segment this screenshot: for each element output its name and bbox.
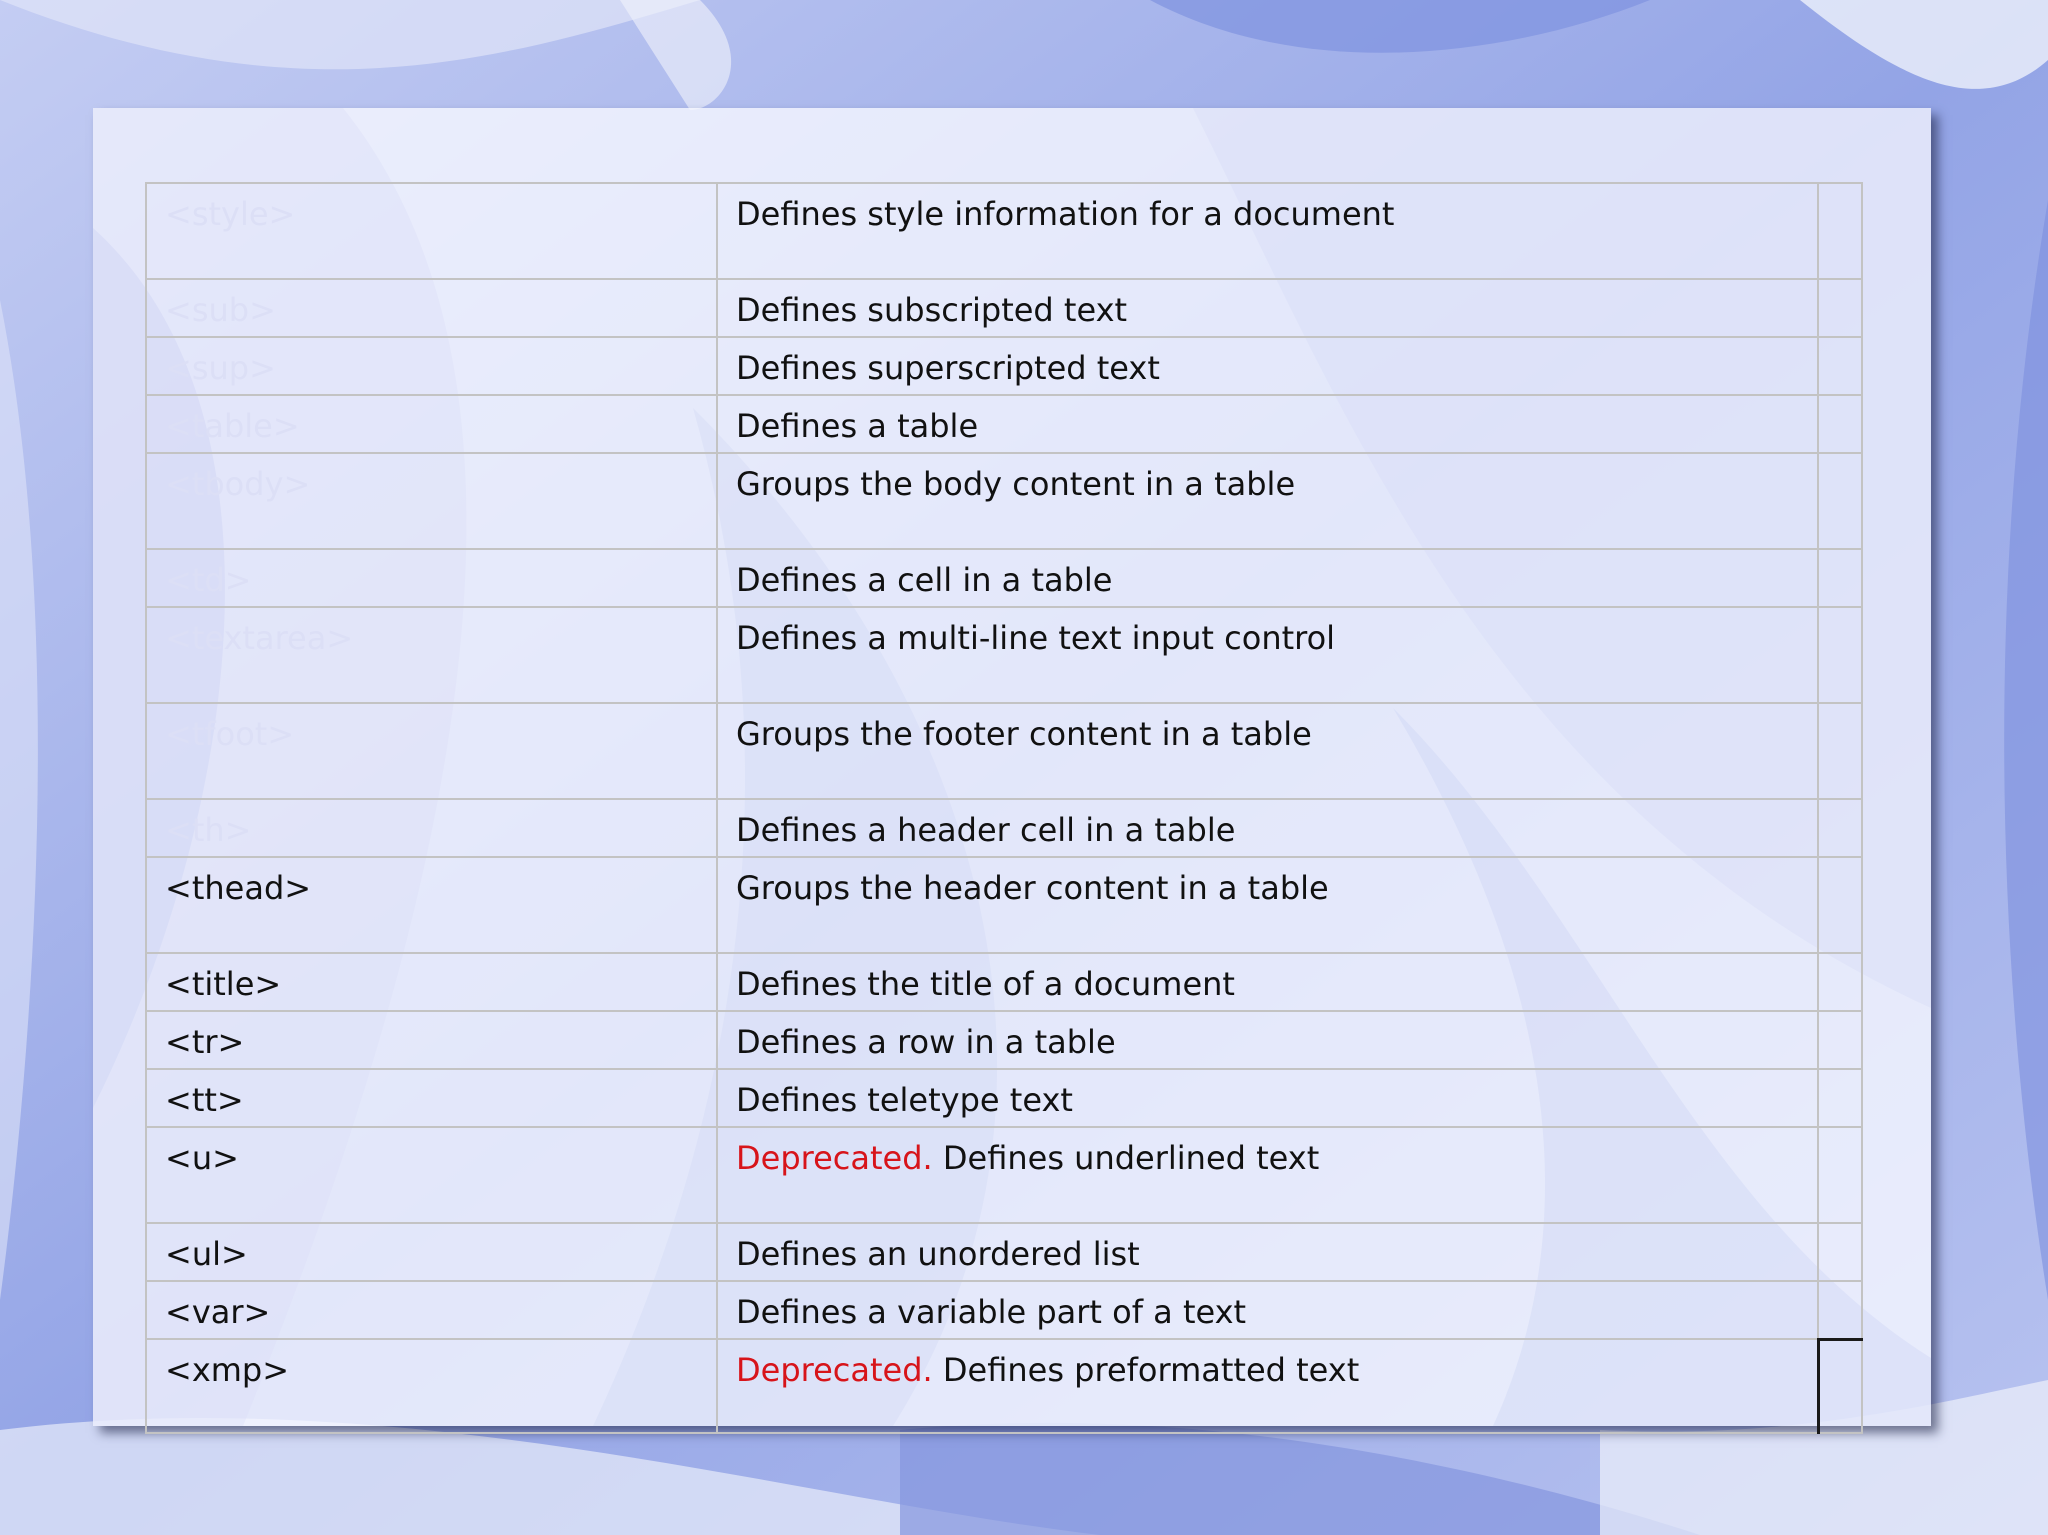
tags-table-body [146,183,1862,1433]
empty-cell [1818,1011,1862,1069]
tag-name-cell: <textarea> [146,607,717,703]
tag-name-cell: <sub> [146,279,717,337]
description-text: Defines a multi-line text input control [736,619,1336,657]
table-row [146,607,1862,703]
empty-cell [1818,1069,1862,1127]
tag-description-cell [717,1281,1818,1339]
empty-cell [1818,453,1862,549]
description-text: Defines underlined text [942,1139,1320,1177]
html-tags-table [145,182,1863,1434]
description-text: Defines a table [736,407,979,445]
tag-name-cell: <ul> [146,1223,717,1281]
description-text: Defines a header cell in a table [736,811,1236,849]
empty-cell [1818,857,1862,953]
description-text: Defines style information for a document [736,195,1395,233]
table-row [146,1281,1862,1339]
description-text: Defines teletype text [736,1081,1073,1119]
tag-description-cell [717,1011,1818,1069]
empty-cell [1818,953,1862,1011]
tag-description-cell [717,607,1818,703]
deprecated-label: Deprecated. [736,1351,933,1389]
empty-cell [1818,395,1862,453]
empty-cell [1818,799,1862,857]
table-row [146,337,1862,395]
tag-description-cell [717,1127,1818,1223]
tag-name-cell: <th> [146,799,717,857]
tag-name-cell: <u> [146,1127,717,1223]
table-row [146,183,1862,279]
selected-cell[interactable] [1818,1339,1862,1433]
description-text: Groups the header content in a table [736,869,1329,907]
tag-description-cell [717,337,1818,395]
description-text: Defines preformatted text [942,1351,1360,1389]
tag-description-cell [717,799,1818,857]
table-row [146,1069,1862,1127]
tag-name-cell: <title> [146,953,717,1011]
table-row [146,1011,1862,1069]
empty-cell [1818,703,1862,799]
empty-cell [1818,1127,1862,1223]
table-row [146,1339,1862,1433]
tag-description-cell [717,279,1818,337]
empty-cell [1818,607,1862,703]
description-text: Defines subscripted text [736,291,1128,329]
tag-name-cell: <style> [146,183,717,279]
table-row [146,1223,1862,1281]
tag-description-cell [717,703,1818,799]
description-text: Defines a cell in a table [736,561,1113,599]
tag-name-cell: <tr> [146,1011,717,1069]
tag-description-cell [717,1069,1818,1127]
tag-name-cell: <tbody> [146,453,717,549]
tag-description-cell [717,953,1818,1011]
empty-cell [1818,183,1862,279]
slide-panel [93,108,1931,1426]
tag-name-cell: <td> [146,549,717,607]
tag-description-cell [717,549,1818,607]
tag-name-cell: <sup> [146,337,717,395]
table-row [146,395,1862,453]
deprecated-label: Deprecated. [736,1139,933,1177]
description-text: Defines the title of a document [736,965,1235,1003]
table-row [146,279,1862,337]
empty-cell [1818,337,1862,395]
empty-cell [1818,1223,1862,1281]
tag-name-cell: <table> [146,395,717,453]
description-text: Defines a variable part of a text [736,1293,1247,1331]
tag-name-cell: <var> [146,1281,717,1339]
tag-description-cell [717,857,1818,953]
tag-description-cell [717,183,1818,279]
table-row [146,799,1862,857]
table-row [146,703,1862,799]
tag-name-cell: <tt> [146,1069,717,1127]
description-text: Groups the footer content in a table [736,715,1312,753]
tag-description-cell [717,1223,1818,1281]
description-text: Defines an unordered list [736,1235,1140,1273]
tag-name-cell: <thead> [146,857,717,953]
table-row [146,953,1862,1011]
tag-description-cell [717,453,1818,549]
table-row [146,1127,1862,1223]
tag-name-cell: <tfoot> [146,703,717,799]
tag-description-cell [717,1339,1818,1433]
empty-cell [1818,1281,1862,1339]
empty-cell [1818,549,1862,607]
table-row [146,857,1862,953]
table-row [146,453,1862,549]
description-text: Defines superscripted text [736,349,1160,387]
tag-name-cell: <xmp> [146,1339,717,1433]
description-text: Groups the body content in a table [736,465,1296,503]
tag-description-cell [717,395,1818,453]
table-row [146,549,1862,607]
description-text: Defines a row in a table [736,1023,1116,1061]
empty-cell [1818,279,1862,337]
